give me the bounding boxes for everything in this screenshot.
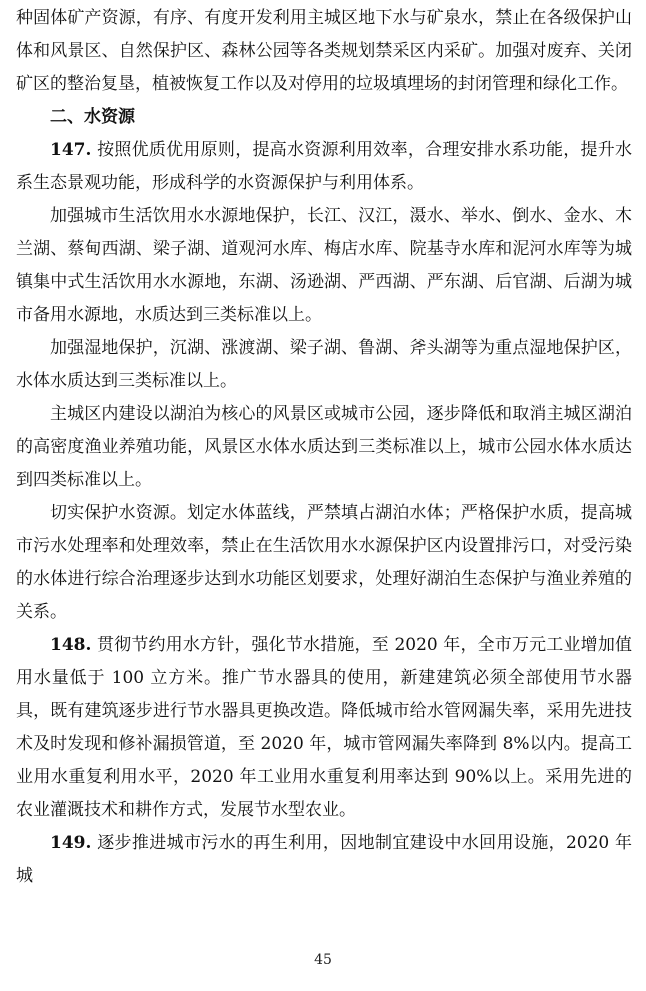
article-147-text: 按照优质优用原则，提高水资源利用效率，合理安排水系功能，提升水系生态景观功能，形成科学的水资源保护与利用体系。 xyxy=(16,140,633,193)
article-148-text: 贯彻节约用水方针，强化节水措施，至 2020 年，全市万元工业增加值用水量低于 100 立方米。推广节水器具的使用，新建建筑必须全部使用节水器具，既有建筑逐步进行节水器具更换改造。降低城市给水管网漏失率，采用先进技术及时发现和修补漏损管道，至 2020 年，城市管网漏失率降到 8%以内。提高工业用水重复利用水平，2020 年工业用水重复利用率达到 90%以上。采用先进的农业灌溉技术和耕作方式，发展节水型农业。 xyxy=(16,635,632,820)
article-number-147: 147. xyxy=(50,140,92,160)
section-heading: 二、水资源 xyxy=(50,107,135,127)
article-148 xyxy=(16,629,632,827)
article-number-149: 149. xyxy=(50,833,92,853)
article-147 xyxy=(16,134,632,200)
paragraph-wetland: 加强湿地保护，沉湖、涨渡湖、梁子湖、鲁湖、斧头湖等为重点湿地保护区，水体水质达到三类标准以上。 xyxy=(16,338,632,391)
paragraph-water-source: 加强城市生活饮用水水源地保护，长江、汉江，滠水、举水、倒水、金水、木兰湖、蔡甸西湖、梁子湖、道观河水库、梅店水库、院基寺水库和泥河水库等为城镇集中式生活饮用水水源地，东湖、汤逊湖、严西湖、严东湖、后官湖、后湖为城市备用水源地，水质达到三类标准以上。 xyxy=(16,206,632,325)
document-body xyxy=(16,2,632,893)
paragraph-continuation: 种固体矿产资源，有序、有度开发利用主城区地下水与矿泉水，禁止在各级保护山体和风景区、自然保护区、森林公园等各类规划禁采区内采矿。加强对废弃、关闭矿区的整治复垦，植被恢复工作以及对停用的垃圾填埋场的封闭管理和绿化工作。 xyxy=(16,8,632,94)
page-number: 45 xyxy=(314,952,332,968)
article-number-148: 148. xyxy=(50,635,92,655)
paragraph-protection: 切实保护水资源。划定水体蓝线，严禁填占湖泊水体；严格保护水质，提高城市污水处理率和处理效率，禁止在生活饮用水水源保护区内设置排污口，对受污染的水体进行综合治理逐步达到水功能区划要求，处理好湖泊生态保护与渔业养殖的关系。 xyxy=(16,503,632,622)
paragraph-lakes: 主城区内建设以湖泊为核心的风景区或城市公园，逐步降低和取消主城区湖泊的高密度渔业养殖功能，风景区水体水质达到三类标准以上，城市公园水体水质达到四类标准以上。 xyxy=(16,404,632,490)
article-149-text: 逐步推进城市污水的再生利用，因地制宜建设中水回用设施，2020 年城 xyxy=(16,833,633,886)
article-149 xyxy=(16,827,632,893)
